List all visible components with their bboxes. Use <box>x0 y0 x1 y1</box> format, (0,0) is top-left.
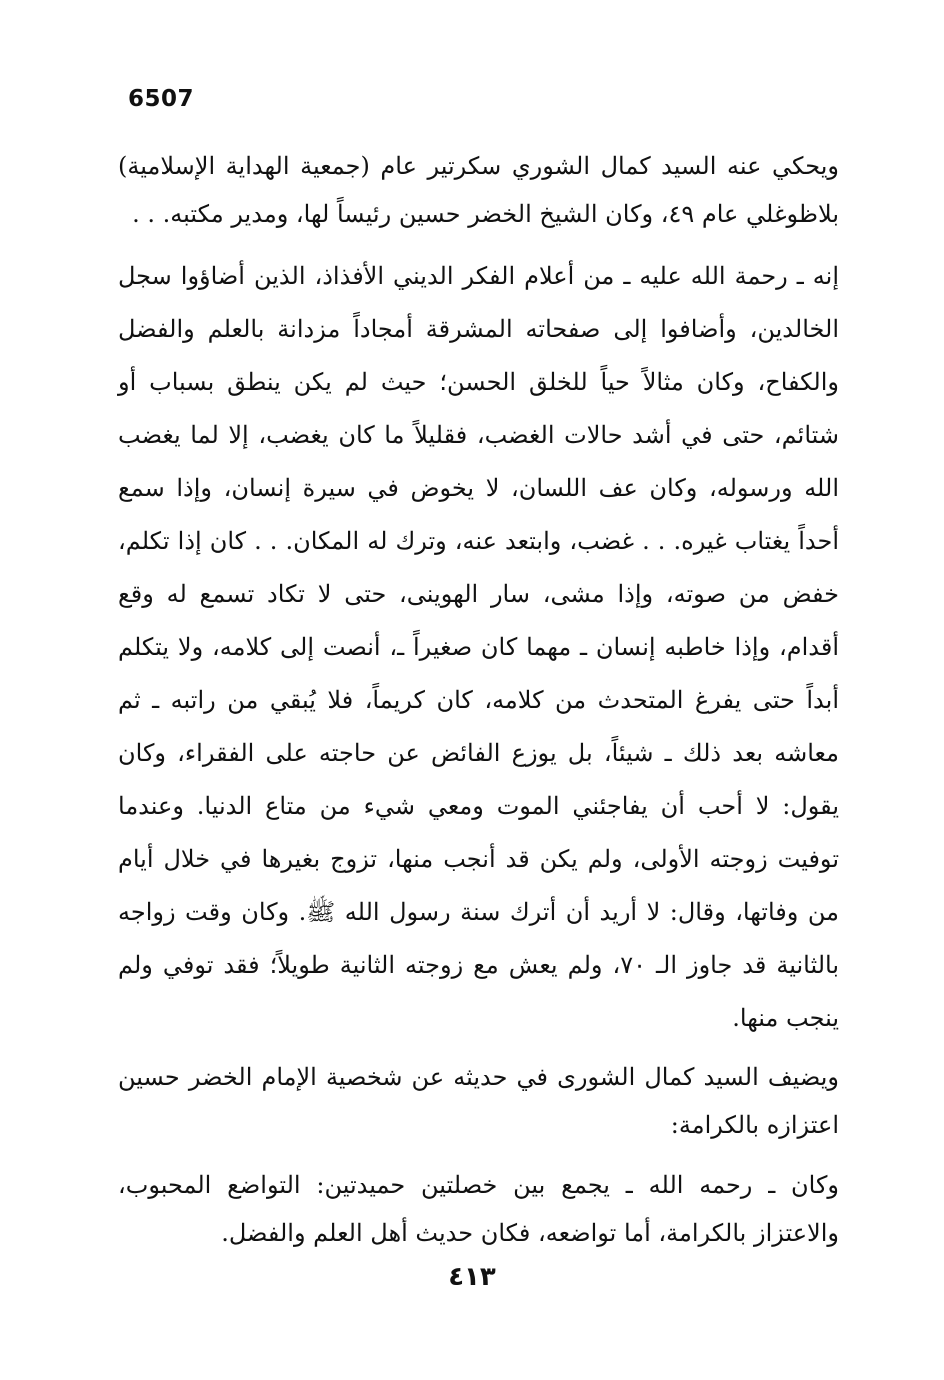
paragraph-addition: ويضيف السيد كمال الشورى في حديثه عن شخصية الإمام الخضر حسين اعتزازه بالكرامة: <box>118 1063 839 1139</box>
page-number: ٤١٣ <box>448 1262 496 1292</box>
paragraph-intro: ويحكي عنه السيد كمال الشوري سكرتير عام (جمعية الهداية الإسلامية) بلاظوغلي عام ٤٩، وكان الشيخ الخضر حسين رئيساً لها، ومدير مكتبه. . . <box>118 152 839 228</box>
body-text <box>118 142 839 1257</box>
paragraph-description: إنه ـ رحمة الله عليه ـ من أعلام الفكر الديني الأفذاذ، الذين أضاؤوا سجل الخالدين، وأضافوا إلى صفحاته المشرقة أمجاداً مزدانة بالعلم والفضل والكفاح، وكان مثالاً حياً للخلق الحسن؛ حيث لم يكن ينطق بسباب أو شتائم، حتى في أشد حالات الغضب، فقليلاً ما كان يغضب، إلا لما يغضب الله ورسوله، وكان عف اللسان، لا يخوض في سيرة إنسان، وإذا سمع أحداً يغتاب غيره. . . غضب، وابتعد عنه، وترك له المكان. . . كان إذا تكلم، خفض من صوته، وإذا مشى، سار الهوينى، حتى لا تكاد تسمع له وقع أقدام، وإذا خاطبه إنسان ـ مهما كان صغيراً ـ، أنصت إلى كلامه، ولا يتكلم أبداً حتى يفرغ المتحدث من كلامه، كان كريماً، فلا يُبقي من راتبه ـ ثم معاشه بعد ذلك ـ شيئاً، بل يوزع الفائض عن حاجته على الفقراء، وكان يقول: لا أحب أن يفاجئني الموت ومعي شيء من متاع الدنيا. وعندما توفيت زوجته الأولى، ولم يكن قد أنجب منها، تزوج بغيرها في خلال أيام من وفاتها، وقال: لا أريد أن أترك سنة رسول الله ﷺ. وكان وقت زواجه بالثانية قد جاوز الـ ٧٠، ولم يعش مع زوجته الثانية طويلاً؛ فقد توفي ولم ينجب منها. <box>118 262 840 1032</box>
paragraph-modesty: وكان ـ رحمه الله ـ يجمع بين خصلتين حميدتين: التواضع المحبوب، والاعتزاز بالكرامة، أما تواضعه، فكان حديث أهل العلم والفضل. <box>118 1171 839 1247</box>
reference-number: 6507 <box>128 86 195 112</box>
